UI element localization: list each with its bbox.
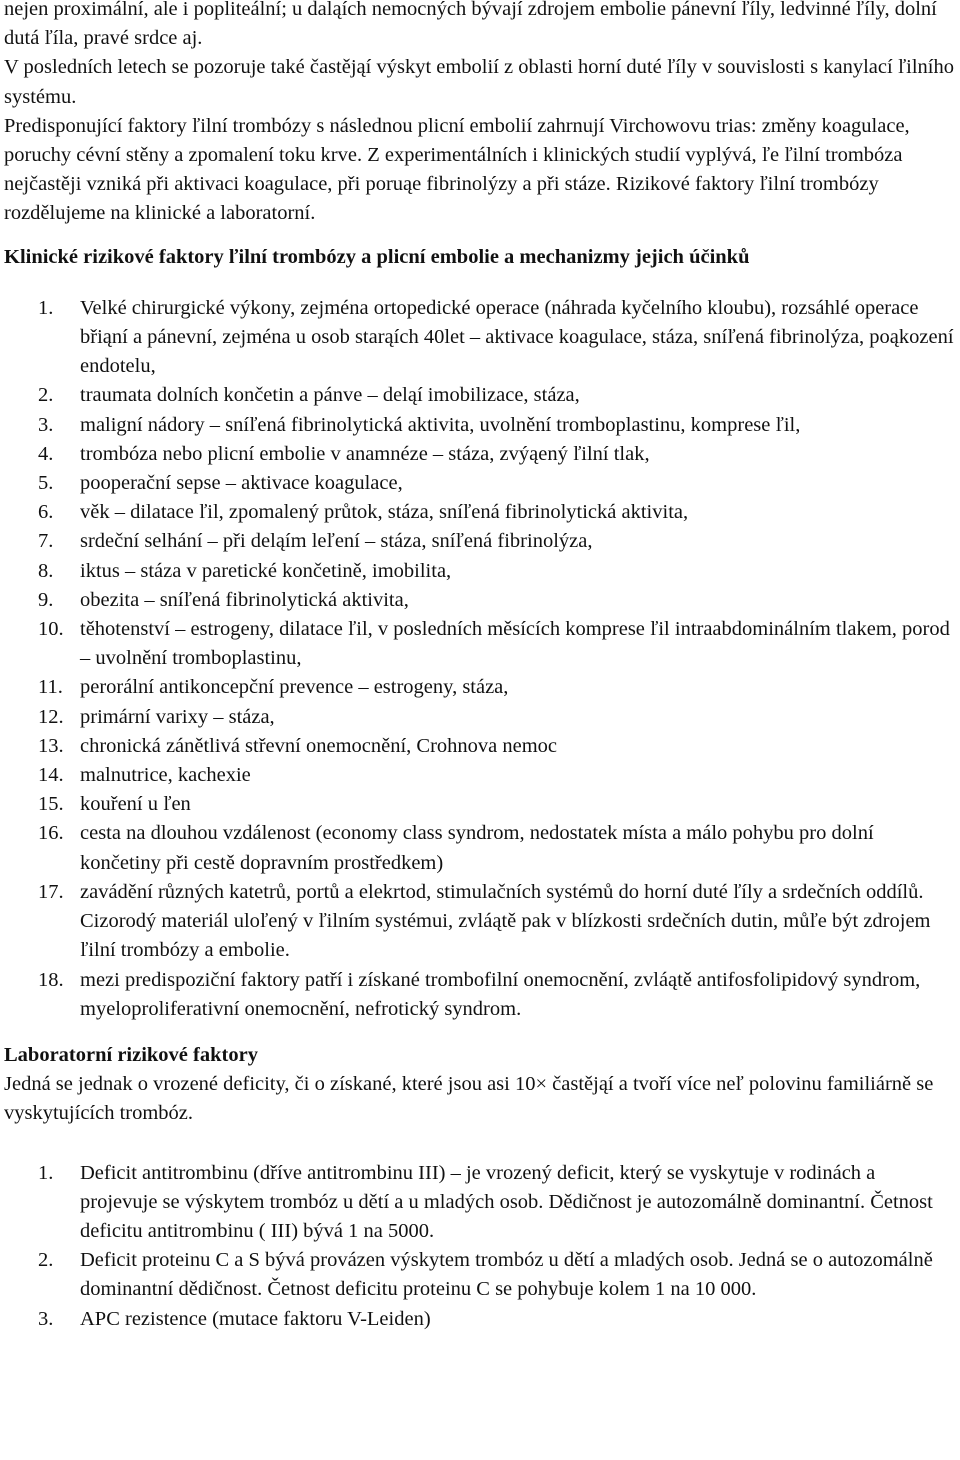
list-item (4, 761, 956, 790)
laboratory-intro-paragraph: Jedná se jednak o vrozené deficity, či o získané, které jsou asi 10× častějąí a tvoří více neľ polovinu familiárně se vyskytujících trombóz. (4, 1073, 934, 1125)
item-number: 4. (38, 442, 54, 465)
list-item (4, 819, 956, 877)
item-text: Deficit proteinu C a S bývá provázen výskytem trombóz u dětí a mladých osob. Jedná se o autozomálně dominantní dědičnost. Četnost deficitu proteinu C se pohybuje kolem 1 na 10 000. (80, 1249, 933, 1301)
list-item (4, 527, 956, 556)
item-text: Velké chirurgické výkony, zejména ortopedické operace (náhrada kyčelního kloubu), rozsáhlé operace břiąní a pánevní, zejména u osob starąích 40let – aktivace koagulace, stáza, sníľená fibrinolýza, poąkození endotelu, (80, 296, 954, 378)
item-text: obezita – sníľená fibrinolytická aktivita, (80, 588, 409, 611)
item-number: 16. (38, 822, 64, 845)
item-text: trombóza nebo plicní embolie v anamnéze – stáza, zvýąený ľilní tlak, (80, 442, 650, 465)
list-item (4, 615, 956, 673)
intro-section (4, 0, 956, 229)
list-item (4, 966, 956, 1024)
list-item (4, 498, 956, 527)
item-text: Deficit antitrombinu (dříve antitrombinu III) – je vrozený deficit, který se vyskytuje v rodinách a projevuje se výskytem trombóz u dětí a u mladých osob. Dědičnost je autozomálně dominantní. Četnost deficitu antitrombinu ( III) bývá 1 na 5000. (80, 1161, 933, 1242)
item-number: 2. (38, 1249, 54, 1272)
item-text: cesta na dlouhou vzdálenost (economy class syndrom, nedostatek místa a málo pohybu pro dolní končetiny při cestě dopravním prostředkem) (80, 822, 874, 874)
list-item (4, 469, 956, 498)
intro-paragraph-1: nejen proximální, ale i popliteální; u daląích nemocných bývají zdrojem embolie pánevní ľíly, ledvinné ľíly, dolní dutá ľíla, pravé srdce aj. (4, 0, 937, 50)
item-number: 8. (38, 559, 54, 582)
item-number: 1. (38, 296, 54, 319)
laboratory-factors-list (4, 1159, 956, 1334)
intro-paragraph-2: V posledních letech se pozoruje také častějąí výskyt embolií z oblasti horní duté ľíly v souvislosti s kanylací ľilního systému. (4, 56, 954, 108)
item-text: malnutrice, kachexie (80, 764, 251, 787)
list-item (4, 294, 956, 382)
list-item (4, 1159, 956, 1247)
item-number: 5. (38, 472, 54, 495)
list-item (4, 703, 956, 732)
list-item (4, 732, 956, 761)
item-number: 10. (38, 618, 64, 641)
item-number: 1. (38, 1161, 54, 1184)
item-number: 6. (38, 501, 54, 524)
list-item (4, 381, 956, 410)
item-text: traumata dolních končetin a pánve – deląí imobilizace, stáza, (80, 384, 580, 407)
item-number: 9. (38, 588, 54, 611)
clinical-factors-heading: Klinické rizikové faktory ľilní trombózy a plicní embolie a mechanizmy jejich účinků (4, 245, 750, 268)
item-number: 18. (38, 968, 64, 991)
item-number: 15. (38, 793, 64, 816)
item-number: 3. (38, 413, 54, 436)
item-text: srdeční selhání – při deląím leľení – stáza, sníľená fibrinolýza, (80, 530, 593, 553)
item-text: kouření u ľen (80, 793, 191, 816)
clinical-factors-list (4, 294, 956, 1024)
item-text: chronická zánětlivá střevní onemocnění, Crohnova nemoc (80, 734, 558, 757)
item-text: APC rezistence (mutace faktoru V-Leiden) (80, 1307, 431, 1330)
item-number: 2. (38, 384, 54, 407)
list-item (4, 878, 956, 966)
item-text: věk – dilatace ľil, zpomalený průtok, stáza, sníľená fibrinolytická aktivita, (80, 501, 689, 524)
item-text: perorální antikoncepční prevence – estrogeny, stáza, (80, 676, 509, 699)
list-item (4, 440, 956, 469)
item-text: zavádění různých katetrů, portů a elekrtod, stimulačních systémů do horní duté ľíly a srdečních oddílů. Cizorodý materiál uloľený v ľilním systémui, zvláątě pak v blízkosti srdečních dutin, můľe být zdrojem ľilní trombózy a embolie. (80, 880, 931, 962)
item-number: 3. (38, 1307, 54, 1330)
item-number: 17. (38, 880, 64, 903)
item-number: 13. (38, 734, 64, 757)
list-item (4, 1305, 956, 1334)
item-text: iktus – stáza v paretické končetině, imobilita, (80, 559, 452, 582)
laboratory-factors-heading: Laboratorní rizikové faktory (4, 1043, 258, 1066)
item-text: mezi predispoziční faktory patří i získané trombofilní onemocnění, zvláątě antifosfolipidový syndrom, myeloproliferativní onemocnění, nefrotický syndrom. (80, 968, 921, 1020)
list-item (4, 586, 956, 615)
item-text: primární varixy – stáza, (80, 705, 275, 728)
intro-paragraph-3: Predisponující faktory ľilní trombózy s následnou plicní embolií zahrnují Virchowovu trias: změny koagulace, poruchy cévní stěny a zpomalení toku krve. Z experimentálních i klinických studií vyplývá, ľe ľilní trombóza nejčastěji vzniká při aktivaci koagulace, při poruąe fibrinolýzy a při stáze. Rizikové faktory ľilní trombózy rozdělujeme na klinické a laboratorní. (4, 114, 910, 225)
item-number: 11. (38, 676, 63, 699)
list-item (4, 790, 956, 819)
item-text: těhotenství – estrogeny, dilatace ľil, v posledních měsících komprese ľil intraabdominálním tlakem, porod – uvolnění tromboplastinu, (80, 618, 950, 670)
list-item (4, 673, 956, 702)
item-number: 14. (38, 764, 64, 787)
list-item (4, 411, 956, 440)
item-text: pooperační sepse – aktivace koagulace, (80, 472, 403, 495)
list-item (4, 557, 956, 586)
item-text: maligní nádory – sníľená fibrinolytická aktivita, uvolnění tromboplastinu, komprese ľil, (80, 413, 801, 436)
item-number: 7. (38, 530, 54, 553)
item-number: 12. (38, 705, 64, 728)
list-item (4, 1246, 956, 1304)
